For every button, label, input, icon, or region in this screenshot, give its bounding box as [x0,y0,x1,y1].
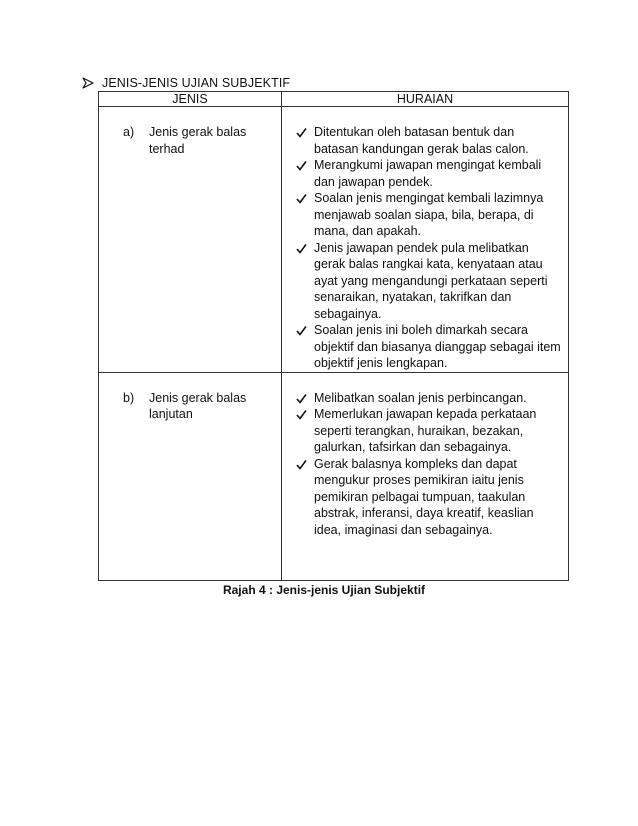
checkmark-icon [296,409,307,420]
list-item: Soalan jenis ini boleh dimarkah secara objektif dan biasanya dianggap sebagai item objektif jenis lengkapan. [314,322,562,372]
checkmark-icon [296,160,307,171]
row-label: a) [123,125,135,139]
column-header-huraian: HURAIAN [282,92,569,107]
types-table [98,91,569,581]
huraian-list [282,373,568,539]
huraian-list [282,107,568,372]
figure-caption: Rajah 4 : Jenis-jenis Ujian Subjektif [222,583,426,597]
checkmark-icon [296,459,307,470]
list-item: Gerak balasnya kompleks dan dapat mengukur proses pemikiran iaitu jenis pemikiran pelbagai tumpuan, taakulan abstrak, inferansi, daya kreatif, keaslian idea, imaginasi dan sebagainya. [314,456,562,539]
row-label: b) [123,390,135,405]
jenis-text: Jenis gerak balas terhad [149,125,247,156]
jenis-cell [99,107,282,373]
list-item: Merangkumi jawapan mengingat kembali dan jawapan pendek. [314,157,562,190]
jenis-cell [99,372,282,580]
list-item: Jenis jawapan pendek pula melibatkan gerak balas rangkai kata, kenyataan atau ayat yang mengandungi perkataan seperti senaraikan, nyatakan, takrifkan dan sebagainya. [314,240,562,323]
arrow-bullet-icon [82,77,94,89]
table-row [99,107,569,373]
huraian-cell [282,372,569,580]
checkmark-icon [296,193,307,204]
list-item: Melibatkan soalan jenis perbincangan. [314,390,562,407]
table-row [99,372,569,580]
list-item: Ditentukan oleh batasan bentuk dan batasan kandungan gerak balas calon. [314,124,562,157]
list-item: Soalan jenis mengingat kembali lazimnya menjawab soalan siapa, bila, berapa, di mana, dan apakah. [314,190,562,240]
list-item: Memerlukan jawapan kepada perkataan seperti terangkan, huraikan, bezakan, galurkan, tafsirkan dan sebagainya. [314,406,562,456]
huraian-cell [282,107,569,373]
heading-text: JENIS-JENIS UJIAN SUBJEKTIF [102,76,291,90]
checkmark-icon [296,325,307,336]
checkmark-icon [296,127,307,138]
jenis-text: Jenis gerak balas lanjutan [149,390,247,421]
table-header-row [99,92,569,107]
column-header-jenis: JENIS [99,92,282,107]
checkmark-icon [296,393,307,404]
checkmark-icon [296,243,307,254]
section-heading [82,76,290,90]
